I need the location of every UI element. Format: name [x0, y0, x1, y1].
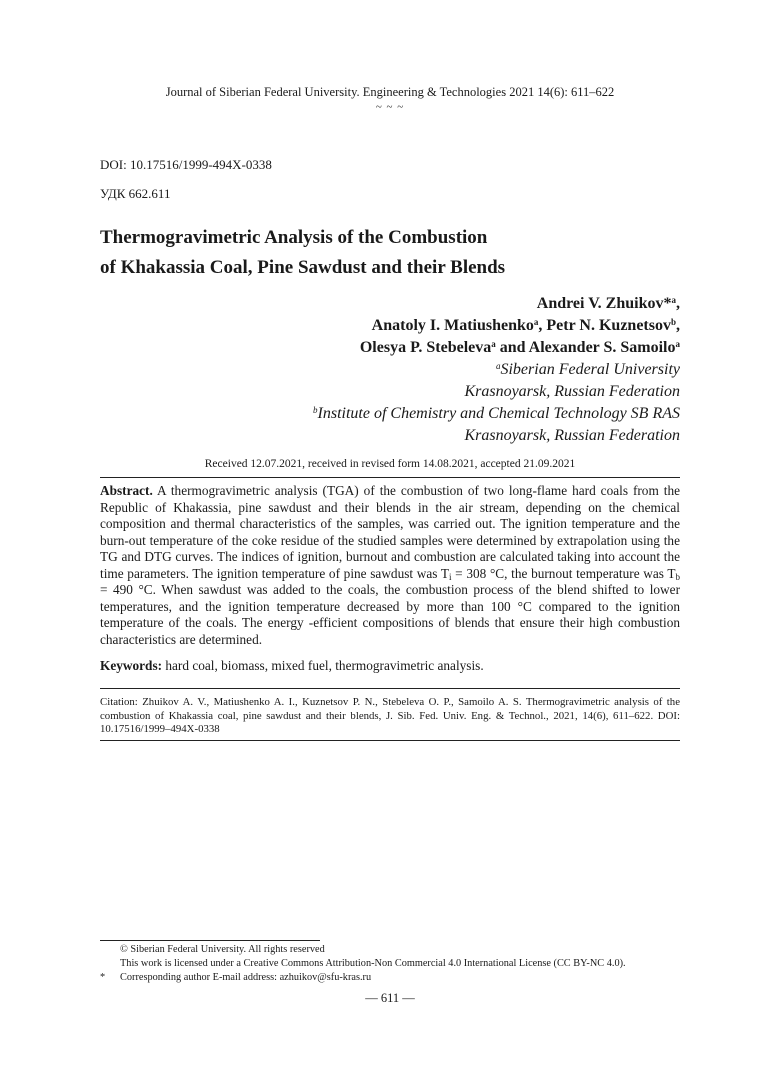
udk-code: УДК 662.611 [100, 186, 171, 201]
abstract-text: A thermogravimetric analysis (TGA) of the combustion of two long-flame hard coals from the Republic of Khakassia, pine sawdust and their blends in the air stream, depending on the chemical composition and thermal characteristics of the samples, was carried out. The ignition temperature and the burn-out temperature of the coke residue of the studied samples were determined by extrapolation using the TG and DTG curves. The indices of ignition, burnout and combustion are calculated taking into account the time parameters. The ignition temperature of pine sawdust was T [100, 483, 680, 581]
footnote-corresponding [100, 971, 680, 984]
affiliation-a-org [313, 359, 680, 381]
affiliation-mark: a [533, 317, 539, 327]
affiliation-mark: a [675, 339, 680, 349]
footnote-text: This work is licensed under a Creative Commons Attribution-Non Commercial 4.0 International License (CC BY-NC 4.0). [120, 958, 626, 969]
received-dates: Received 12.07.2021, received in revised form 14.08.2021, accepted 21.09.2021 [204, 458, 576, 470]
author-name: , Petr N. Kuznetsov [538, 317, 671, 334]
affiliation-text: Institute of Chemistry and Chemical Technology SB RAS [317, 405, 680, 422]
author-name: Andrei V. Zhuikov* [536, 295, 672, 312]
separator: , [676, 317, 680, 334]
separator: , [676, 295, 680, 312]
header-ornament: ~ ~ ~ [375, 101, 405, 113]
keywords [100, 658, 680, 674]
author-name: Anatoly I. Matiushenko [371, 317, 534, 334]
affiliation-b-org [313, 403, 680, 425]
abstract [100, 483, 680, 648]
affiliation-b-city: Krasnoyarsk, Russian Federation [464, 427, 680, 444]
footnote-text: Corresponding author E-mail address: azhuikov@sfu-kras.ru [120, 972, 372, 983]
keywords-label: Keywords: [100, 658, 163, 673]
footnote-license [100, 957, 680, 970]
author-line-2 [313, 315, 680, 337]
footnote-text: © Siberian Federal University. All rights reserved [120, 944, 325, 955]
footnote-rule [100, 940, 320, 941]
author-line-1 [313, 293, 680, 315]
abstract-text: = 490 °C. When sawdust was added to the coals, the combustion process of the blend shifted to lower temperatures, and the ignition temperature decreased by more than 100 °C compared to the ignition temperature of the coals. The energy -efficient compositions of blends that ensure their high combustion characteristics are determined. [100, 582, 680, 647]
divider-citation-top [100, 688, 680, 689]
doi[interactable]: DOI: 10.17516/1999-494X-0338 [100, 157, 272, 172]
author-line-3 [313, 337, 680, 359]
abstract-text: = 308 °C, the burnout temperature was T [451, 565, 676, 581]
author-name: and Alexander S. Samoilo [495, 339, 676, 356]
citation: Citation: Zhuikov A. V., Matiushenko A. I., Kuznetsov P. N., Stebeleva O. P., Samoilo A. S. Thermogravimetric analysis of the combustion of Khakassia coal, pine sawdust and their blends, J. Sib. Fed. Univ. Eng. & Technol., 2021, 14(6), 611–622. DOI: 10.17516/1999–494X-0338 [100, 696, 680, 735]
abstract-label: Abstract. [100, 483, 153, 498]
author-block [313, 293, 680, 447]
keywords-text: hard coal, biomass, mixed fuel, thermogravimetric analysis. [162, 658, 484, 673]
footnote-copyright [100, 943, 680, 956]
affiliation-mark: a [495, 361, 501, 371]
subscript: i [449, 571, 452, 582]
paper-title [100, 223, 680, 283]
affiliation-mark: b [670, 317, 676, 327]
divider-top [100, 477, 680, 478]
footnote-mark: * [100, 972, 106, 983]
title-line-1: Thermogravimetric Analysis of the Combustion [100, 227, 488, 248]
journal-header: Journal of Siberian Federal University. Engineering & Technologies 2021 14(6): 611–622 [165, 85, 615, 99]
subscript: b [675, 571, 680, 582]
divider-citation-bottom [100, 740, 680, 741]
title-line-2: of Khakassia Coal, Pine Sawdust and their Blends [100, 257, 506, 278]
page-number: — 611 — [365, 991, 415, 1005]
affiliation-text: Siberian Federal University [500, 361, 680, 378]
affiliation-a-city: Krasnoyarsk, Russian Federation [464, 383, 680, 400]
affiliation-mark: a [491, 339, 496, 349]
affiliation-mark: a [671, 295, 676, 305]
author-name: Olesya P. Stebeleva [359, 339, 492, 356]
affiliation-mark: b [313, 405, 318, 415]
